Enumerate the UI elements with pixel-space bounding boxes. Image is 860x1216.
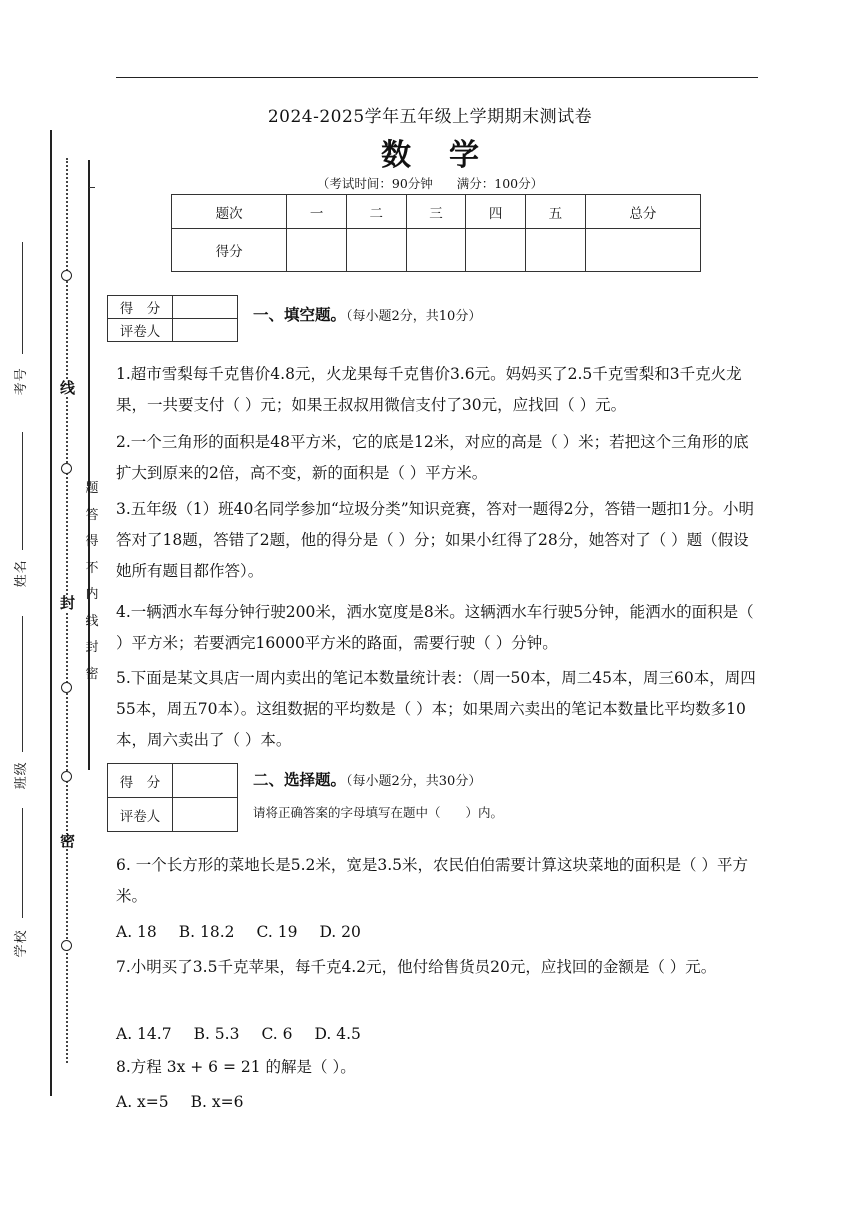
- score-header-cell: 三: [406, 195, 466, 229]
- option-a: A. 18: [116, 923, 157, 941]
- score-cell[interactable]: [466, 229, 526, 272]
- score-header-cell: 题次: [172, 195, 287, 229]
- question-3: 3.五年级（1）班40名同学参加“垃圾分类”知识竞赛，答对一题得2分，答错一题扣1分。小明答对了18题，答错了2题，他的得分是（ ）分；如果小红得了28分，她答对了（ ）题（假设她所有题目都作答）。: [116, 500, 754, 580]
- binding-hole-icon: [61, 463, 72, 474]
- binding-tick: [89, 187, 95, 188]
- question-7-options: [116, 1019, 761, 1050]
- grader-name-label: 评卷人: [108, 798, 173, 832]
- section2-grader-box: [107, 763, 238, 832]
- question-8-options: [116, 1087, 761, 1118]
- section2-title: 二、选择题。: [253, 770, 347, 789]
- option-b: B. x=6: [190, 1093, 244, 1111]
- section1-note: （每小题2分，共10分）: [346, 309, 482, 324]
- option-b: B. 18.2: [178, 923, 235, 941]
- section2-heading: [253, 768, 481, 790]
- question-1: 1.超市雪梨每千克售价4.8元，火龙果每千克售价3.6元。妈妈买了2.5千克雪梨和3千克火龙果，一共要支付（ ）元；如果王叔叔用微信支付了30元，应找回（ ）元。: [116, 365, 742, 414]
- binding-hole-icon: [61, 270, 72, 281]
- score-header-cell: 一: [287, 195, 347, 229]
- score-header-cell: 五: [526, 195, 586, 229]
- binding-warning: 题 答 得 不 内 线 封 密: [85, 481, 99, 682]
- grader-name-cell[interactable]: [173, 798, 238, 832]
- binding-hole-icon: [61, 682, 72, 693]
- question-4: 4.一辆洒水车每分钟行驶200米，洒水宽度是8米。这辆洒水车行驶5分钟，能洒水的面积是（ ）平方米；若要洒完16000平方米的路面，需要行驶（ ）分钟。: [116, 603, 754, 652]
- exam-info: [0, 174, 860, 192]
- section1-grader-box: [107, 295, 238, 342]
- binding-hole-icon: [61, 771, 72, 782]
- grader-name-cell[interactable]: [173, 319, 238, 342]
- score-header-cell: 二: [346, 195, 406, 229]
- seal-char-mi: 密: [60, 832, 76, 850]
- subject-title: 数学: [381, 138, 517, 173]
- grader-score-label: 得 分: [108, 296, 173, 319]
- class-label: 级 班: [14, 762, 30, 789]
- score-cell[interactable]: [526, 229, 586, 272]
- question-8: 8.方程 3x + 6 = 21 的解是（ ）。: [116, 1058, 356, 1076]
- name-label: 名 姓: [14, 560, 30, 587]
- score-header-cell: 四: [466, 195, 526, 229]
- grader-score-label: 得 分: [108, 764, 173, 798]
- section2-note: （每小题2分，共30分）: [346, 774, 482, 789]
- score-header-cell: 总分: [585, 195, 700, 229]
- section1-title: 一、填空题。: [253, 305, 347, 324]
- option-c: C. 6: [261, 1025, 293, 1043]
- seal-char-feng: 封: [60, 594, 76, 612]
- seal-char-xian: 线: [60, 379, 76, 397]
- option-c: C. 19: [256, 923, 298, 941]
- question-6: 6. 一个长方形的菜地长是5.2米，宽是3.5米，农民伯伯需要计算这块菜地的面积是（ ）平方米。: [116, 856, 748, 905]
- score-cell[interactable]: [406, 229, 466, 272]
- exam-number-label: 号 考: [14, 368, 30, 395]
- score-cell[interactable]: [287, 229, 347, 272]
- grader-name-label: 评卷人: [108, 319, 173, 342]
- question-7: 7.小明买了3.5千克苹果，每千克4.2元，他付给售货员20元，应找回的金额是（ ）元。: [116, 958, 717, 976]
- exam-full-score: 满分：100分）: [456, 176, 544, 191]
- top-rule: [116, 77, 758, 78]
- section1-heading: [253, 303, 481, 325]
- option-d: D. 20: [319, 923, 361, 941]
- binding-outer-line: [50, 130, 52, 1096]
- score-cell[interactable]: [346, 229, 406, 272]
- exam-title: 2024-2025学年五年级上学期期末测试卷: [267, 107, 593, 127]
- section2-instruction: 请将正确答案的字母填写在题中（ ）内。: [253, 805, 504, 820]
- score-table: [171, 194, 701, 272]
- grader-score-cell[interactable]: [173, 764, 238, 798]
- binding-hole-icon: [61, 940, 72, 951]
- option-a: A. x=5: [116, 1093, 169, 1111]
- question-5: 5.下面是某文具店一周内卖出的笔记本数量统计表：（周一50本，周二45本，周三60本，周四55本，周五70本）。这组数据的平均数是（ ）本；如果周六卖出的笔记本数量比平均数多10本，周六卖出了（ ）本。: [116, 669, 756, 749]
- option-d: D. 4.5: [314, 1025, 361, 1043]
- score-table-header-row: [172, 195, 701, 229]
- exam-time: （考试时间：90分钟: [316, 176, 433, 191]
- option-a: A. 14.7: [116, 1025, 172, 1043]
- score-row-label: 得分: [172, 229, 287, 272]
- score-cell[interactable]: [585, 229, 700, 272]
- school-label: 校 学: [14, 930, 30, 957]
- score-table-score-row: [172, 229, 701, 272]
- name-field[interactable]: [22, 432, 23, 550]
- question-6-options: [116, 917, 761, 948]
- class-field[interactable]: [22, 616, 23, 752]
- grader-score-cell[interactable]: [173, 296, 238, 319]
- exam-number-field[interactable]: [22, 242, 23, 354]
- question-2: 2.一个三角形的面积是48平方米，它的底是12米，对应的高是（ ）米；若把这个三角形的底扩大到原来的2倍，高不变，新的面积是（ ）平方米。: [116, 433, 749, 482]
- school-field[interactable]: [22, 808, 23, 918]
- option-b: B. 5.3: [193, 1025, 240, 1043]
